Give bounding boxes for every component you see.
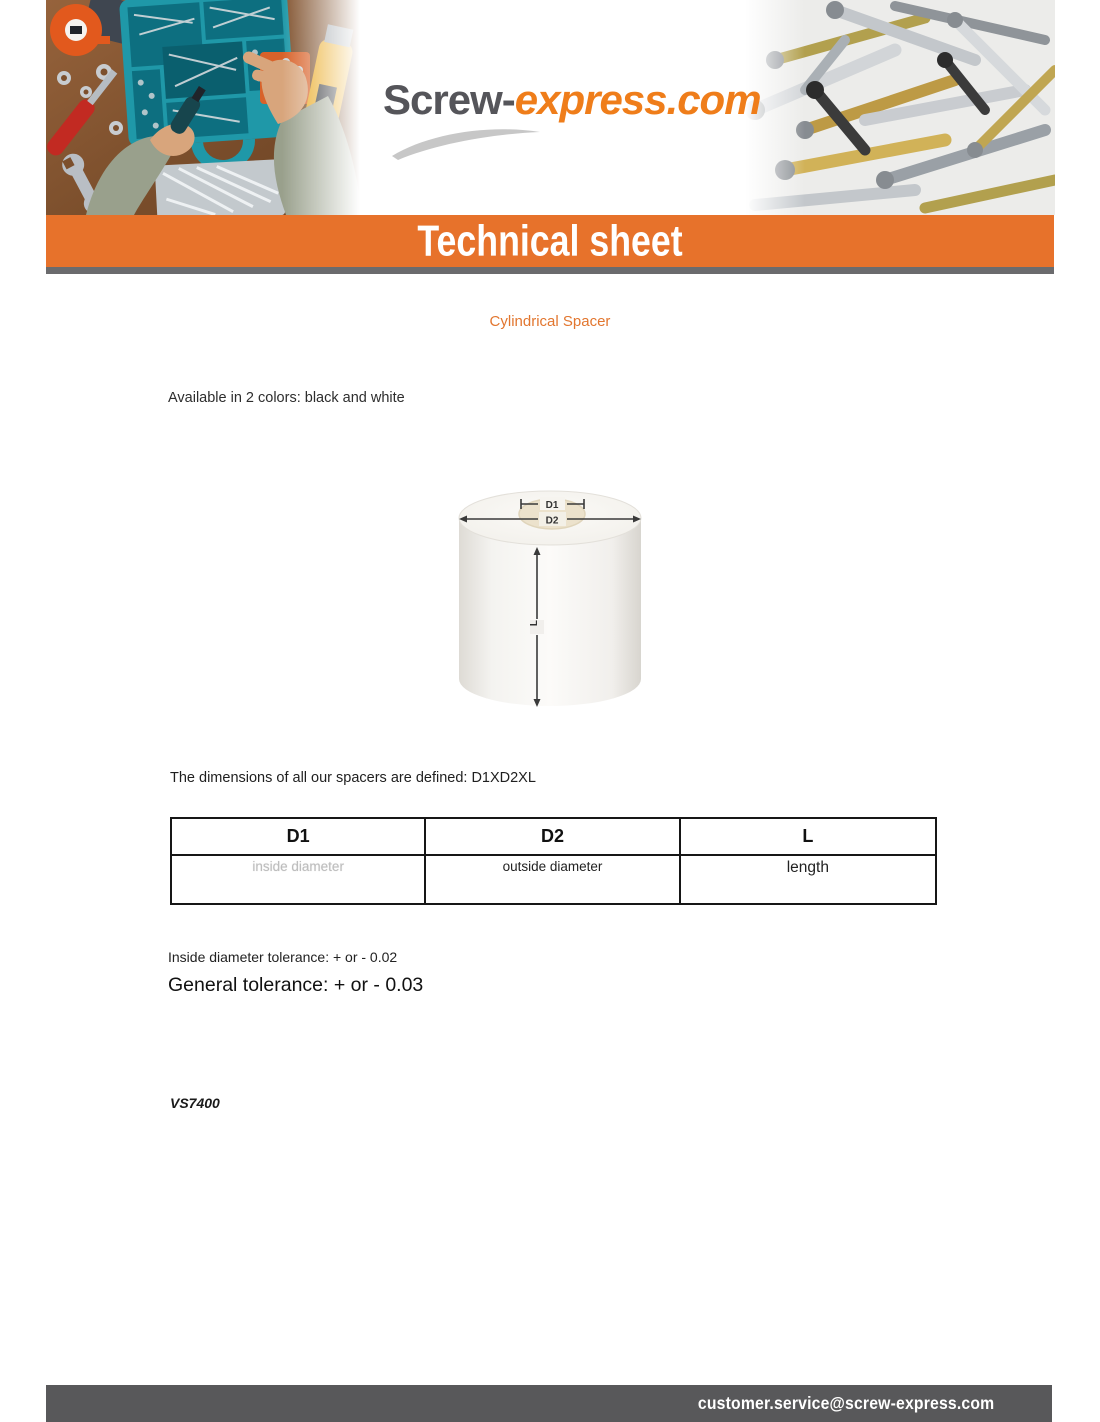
workbench-photo-graphic	[46, 0, 360, 215]
workbench-tools-photo	[46, 0, 360, 215]
dim-label-d1: D1	[545, 500, 559, 511]
table-header-d2: D2	[426, 819, 680, 856]
product-title: Cylindrical Spacer	[489, 313, 611, 330]
logo-swoosh-graphic	[388, 124, 548, 162]
dim-label-d2: D2	[545, 515, 559, 527]
screws-photo-graphic	[745, 0, 1055, 215]
spacer-diagram-graphic	[450, 483, 650, 720]
general-tolerance: General tolerance: + or - 0.03	[168, 974, 424, 996]
brand-logo-text-primary: Screw-	[383, 76, 515, 123]
table-desc-inside-diameter: inside diameter	[172, 856, 426, 903]
screws-pile-photo	[745, 0, 1055, 215]
spacer-dimension-diagram	[450, 483, 650, 720]
footer-bar	[46, 1385, 1052, 1422]
technical-sheet-banner	[46, 215, 1054, 267]
banner-divider	[46, 267, 1054, 274]
table-desc-length: length	[786, 859, 829, 876]
table-header-l: L	[681, 819, 935, 856]
table-header-d1: D1	[172, 819, 426, 856]
table-desc-outside-diameter: outside diameter	[426, 856, 680, 903]
brand-logo	[383, 76, 761, 124]
product-reference: VS7400	[170, 1095, 220, 1111]
banner-title: Technical sheet	[417, 216, 683, 265]
brand-logo-text-secondary: express.com	[514, 76, 761, 123]
dimensions-table	[170, 817, 937, 905]
dimensions-definition-note: The dimensions of all our spacers are defined: D1XD2XL	[170, 770, 536, 786]
dim-label-l: L	[529, 619, 540, 627]
availability-note: Available in 2 colors: black and white	[168, 390, 405, 406]
customer-service-email: customer.service@screw-express.com	[697, 1393, 994, 1413]
inside-diameter-tolerance: Inside diameter tolerance: + or - 0.02	[168, 949, 398, 965]
